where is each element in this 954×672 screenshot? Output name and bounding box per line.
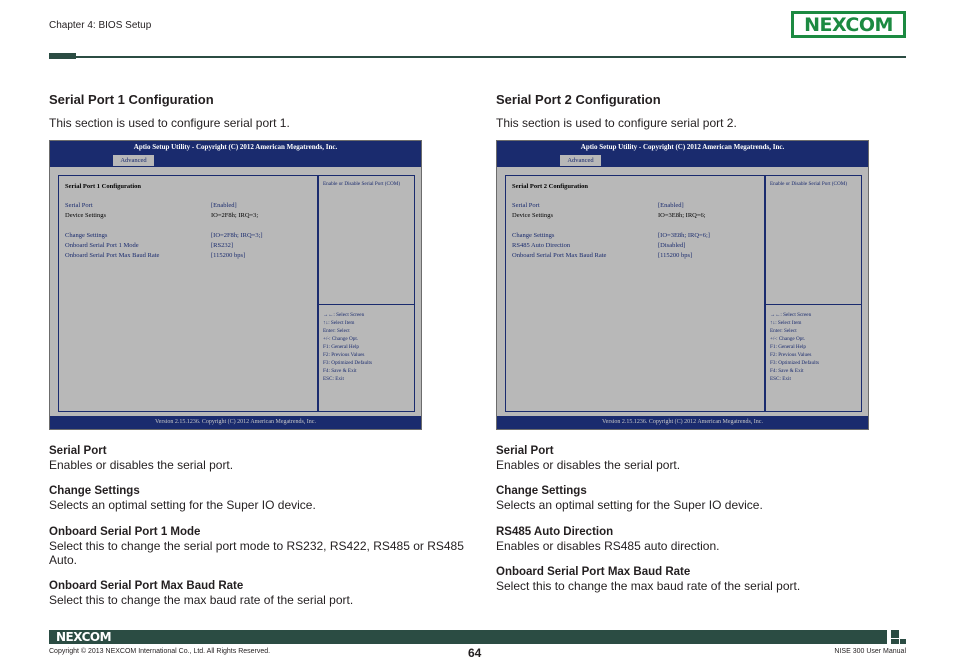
description-text: Select this to change the max baud rate of the serial port. <box>49 593 354 607</box>
description-term: Serial Port <box>496 445 554 457</box>
bios-row-value[interactable]: [RS232] <box>211 242 234 249</box>
description-item <box>49 526 469 567</box>
bios-row-label[interactable]: RS485 Auto Direction <box>512 242 571 249</box>
bios-row-label: Device Settings <box>512 212 553 219</box>
footer-logo: NEXCOM <box>56 630 112 644</box>
description-text: Selects an optimal setting for the Super IO device. <box>496 498 763 512</box>
footer-bar <box>49 630 887 644</box>
description-text: Enables or disables the serial port. <box>496 458 681 472</box>
bios-row-value: IO=3E8h; IRQ=6; <box>658 212 706 219</box>
bios-key-hint: F1: General Help <box>323 344 360 350</box>
bios-footer: Version 2.15.1236. Copyright (C) 2012 American Megatrends, Inc. <box>50 416 421 429</box>
bios-help-panel <box>765 175 862 305</box>
left-section <box>49 92 474 131</box>
description-item <box>496 485 916 512</box>
bios-key-hint: F2: Previous Values <box>770 352 812 358</box>
bios-screenshot-port1 <box>49 140 422 430</box>
bios-help-panel <box>318 175 415 305</box>
bios-key-hint: F3: Optimized Defaults <box>323 360 372 366</box>
footer-square-icon <box>891 639 899 644</box>
bios-row-value[interactable]: [Enabled] <box>211 202 237 209</box>
bios-key-hint: Enter: Select <box>770 328 797 334</box>
bios-row-value[interactable]: [IO=3E8h; IRQ=6;] <box>658 232 710 239</box>
description-term: Change Settings <box>496 485 587 497</box>
bios-key-hint: ↑↓: Select Item <box>770 320 802 326</box>
bios-key-hint: F1: General Help <box>770 344 807 350</box>
bios-row-label[interactable]: Serial Port <box>512 202 540 209</box>
bios-key-hint: F2: Previous Values <box>323 352 365 358</box>
nexcom-logo <box>791 11 906 38</box>
section-intro: This section is used to configure serial port 1. <box>49 116 290 130</box>
bios-help-text: Enable or Disable Serial Port (COM) <box>323 181 401 187</box>
bios-row-value: IO=2F8h; IRQ=3; <box>211 212 259 219</box>
description-text: Enables or disables the serial port. <box>49 458 234 472</box>
bios-row-label: Device Settings <box>65 212 106 219</box>
bios-keys-list <box>323 311 372 383</box>
footer-square-icon <box>891 630 899 638</box>
bios-row-value[interactable]: [115200 bps] <box>211 252 246 259</box>
description-item <box>496 526 916 553</box>
description-item <box>49 580 469 607</box>
bios-heading: Serial Port 1 Configuration <box>65 183 142 190</box>
bios-key-hint: +/-: Change Opt. <box>770 336 806 342</box>
bios-keys-list <box>770 311 819 383</box>
bios-key-hint: ESC: Exit <box>323 376 344 382</box>
bios-tab-advanced[interactable]: Advanced <box>560 155 601 166</box>
logo-text: NEXCOM <box>794 14 903 35</box>
header-divider <box>76 56 906 58</box>
description-text: Selects an optimal setting for the Super IO device. <box>49 498 316 512</box>
bios-title-bar: Aptio Setup Utility - Copyright (C) 2012 American Megatrends, Inc. <box>50 141 421 154</box>
bios-keys-panel <box>318 304 415 412</box>
bios-key-hint: F4: Save & Exit <box>770 368 804 374</box>
bios-key-hint: F3: Optimized Defaults <box>770 360 819 366</box>
description-item <box>49 445 469 472</box>
description-item <box>496 566 916 593</box>
bios-row-label[interactable]: Change Settings <box>512 232 555 239</box>
bios-main-panel <box>58 175 318 412</box>
bios-row-label[interactable]: Onboard Serial Port 1 Mode <box>65 242 139 249</box>
bios-row-value[interactable]: [IO=2F8h; IRQ=3;] <box>211 232 263 239</box>
header-accent-bar <box>49 53 76 59</box>
description-text: Select this to change the max baud rate of the serial port. <box>496 579 801 593</box>
bios-tab-bar <box>497 154 868 167</box>
description-term: Onboard Serial Port 1 Mode <box>49 526 201 538</box>
bios-heading: Serial Port 2 Configuration <box>512 183 589 190</box>
bios-key-hint: ESC: Exit <box>770 376 791 382</box>
bios-keys-panel <box>765 304 862 412</box>
section-intro: This section is used to configure serial port 2. <box>496 116 737 130</box>
chapter-title: Chapter 4: BIOS Setup <box>49 20 152 31</box>
bios-footer: Version 2.15.1236. Copyright (C) 2012 American Megatrends, Inc. <box>497 416 868 429</box>
bios-key-hint: Enter: Select <box>323 328 350 334</box>
description-text: Enables or disables RS485 auto direction. <box>496 539 720 553</box>
bios-row-label[interactable]: Onboard Serial Port Max Baud Rate <box>512 252 607 259</box>
manual-title: NISE 300 User Manual <box>834 648 906 655</box>
description-term: RS485 Auto Direction <box>496 526 614 538</box>
description-term: Onboard Serial Port Max Baud Rate <box>496 566 691 578</box>
description-term: Onboard Serial Port Max Baud Rate <box>49 580 244 592</box>
bios-screenshot-port2 <box>496 140 869 430</box>
bios-row-label[interactable]: Serial Port <box>65 202 93 209</box>
bios-key-hint: →←: Select Screen <box>770 312 812 318</box>
bios-main-panel <box>505 175 765 412</box>
page-number: 64 <box>468 646 482 660</box>
right-section <box>496 92 921 131</box>
bios-row-value[interactable]: [Disabled] <box>658 242 686 249</box>
bios-title-bar: Aptio Setup Utility - Copyright (C) 2012 American Megatrends, Inc. <box>497 141 868 154</box>
description-item <box>496 445 916 472</box>
description-term: Change Settings <box>49 485 140 497</box>
description-item <box>49 485 469 512</box>
footer-square-icon <box>900 639 906 644</box>
section-title: Serial Port 2 Configuration <box>496 92 661 107</box>
bios-row-value[interactable]: [115200 bps] <box>658 252 693 259</box>
bios-tab-bar <box>50 154 421 167</box>
bios-row-label[interactable]: Change Settings <box>65 232 108 239</box>
footer-copyright: Copyright © 2013 NEXCOM International Co., Ltd. All Rights Reserved. <box>49 648 271 655</box>
bios-row-value[interactable]: [Enabled] <box>658 202 684 209</box>
description-term: Serial Port <box>49 445 107 457</box>
bios-help-text: Enable or Disable Serial Port (COM) <box>770 181 848 187</box>
bios-key-hint: +/-: Change Opt. <box>323 336 359 342</box>
bios-tab-advanced[interactable]: Advanced <box>113 155 154 166</box>
bios-key-hint: →←: Select Screen <box>323 312 365 318</box>
section-title: Serial Port 1 Configuration <box>49 92 214 107</box>
bios-key-hint: ↑↓: Select Item <box>323 320 355 326</box>
description-text: Select this to change the serial port mode to RS232, RS422, RS485 or RS485 Auto. <box>49 539 464 567</box>
bios-row-label[interactable]: Onboard Serial Port Max Baud Rate <box>65 252 160 259</box>
bios-key-hint: F4: Save & Exit <box>323 368 357 374</box>
